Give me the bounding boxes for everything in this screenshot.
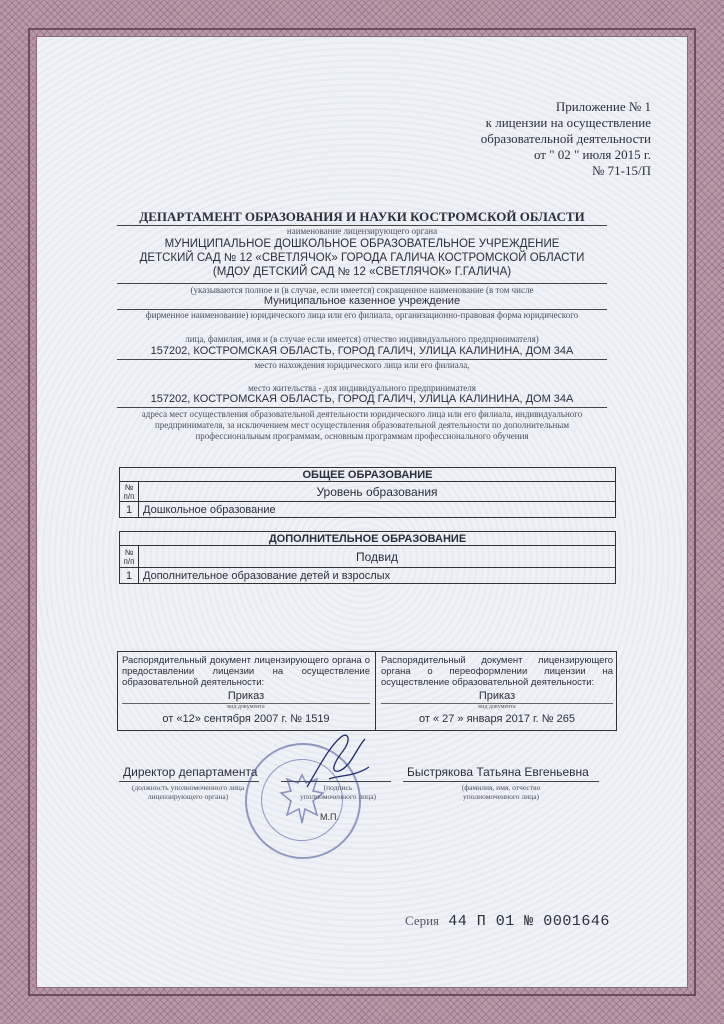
- signer-name: Быстрякова Татьяна Евгеньевна: [407, 765, 589, 779]
- col-num-label-2: п/п: [123, 491, 135, 501]
- additional-education-table: [119, 531, 616, 584]
- col-num-label: №: [124, 547, 134, 557]
- licensee-line-3: (МДОУ ДЕТСКИЙ САД № 12 «СВЕТЛЯЧОК» Г.ГАЛИЧА): [212, 266, 512, 278]
- name-caption: [403, 783, 599, 801]
- sign-caption-1: (подпись: [323, 783, 353, 792]
- appendix-line-3: образовательной деятельности: [480, 131, 651, 146]
- activity-caption: [77, 409, 647, 442]
- table-row: [120, 568, 616, 584]
- underline: [119, 781, 259, 782]
- position-caption-1: (должность уполномоченного лица: [131, 783, 245, 792]
- col-num-label-2: п/п: [123, 556, 135, 566]
- legal-form: Муниципальное казенное учреждение: [263, 295, 461, 307]
- row-name: Дополнительное образование детей и взрослых: [139, 568, 616, 584]
- table-row: [120, 502, 616, 518]
- left-doc-type-caption: вид документа: [227, 704, 265, 710]
- appendix-line-4: от " 02 " июля 2015 г.: [533, 147, 651, 162]
- activity-caption-3: профессиональным программам, основным программам профессионального обучения: [195, 431, 529, 441]
- licensee-address: 157202, КОСТРОМСКАЯ ОБЛАСТЬ, ГОРОД ГАЛИЧ, УЛИЦА КАЛИНИНА, ДОМ 34А: [150, 345, 574, 357]
- licensee-line-2: ДЕТСКИЙ САД № 12 «СВЕТЛЯЧОК» ГОРОДА ГАЛИЧА КОСТРОМСКОЙ ОБЛАСТИ: [139, 252, 585, 264]
- signature-scribble-icon: [299, 727, 379, 797]
- sign-caption-2: уполномоченного лица): [299, 792, 377, 801]
- right-doc-type-caption: вид документа: [478, 704, 516, 710]
- licensee-caption-4: место нахождения юридического лица или его филиала,: [254, 360, 470, 370]
- series-label: Серия: [405, 913, 440, 928]
- licensee-caption-5: место жительства - для индивидуального предпринимателя: [248, 383, 476, 393]
- licensee-caption-1: (указываются полное и (в случае, если имеется) сокращенное наименование (в том числе: [190, 285, 534, 295]
- activity-caption-2: предпринимателя, за исключением мест осуществления образовательной деятельности по дополнительным: [154, 420, 570, 430]
- left-doc-type: Приказ: [227, 690, 265, 702]
- activity-address: 157202, КОСТРОМСКАЯ ОБЛАСТЬ, ГОРОД ГАЛИЧ, УЛИЦА КАЛИНИНА, ДОМ 34А: [150, 393, 574, 405]
- position-caption-2: лицензирующего органа): [147, 792, 229, 801]
- col-num-label: №: [124, 482, 134, 492]
- right-doc-heading: Распорядительный документ лицензирующего органа о переоформлении лицензии на осуществление образовательной деятельности:: [381, 655, 613, 688]
- document-sheet: [36, 36, 688, 988]
- stamp-label: М.П.: [320, 812, 339, 822]
- licensee-name: [77, 237, 647, 279]
- signer-position: Директор департамента: [123, 765, 258, 779]
- row-num: 1: [120, 568, 139, 584]
- licensor-caption: наименование лицензирующего органа: [286, 226, 438, 236]
- general-education-table: [119, 467, 616, 518]
- licensee-line-1: МУНИЦИПАЛЬНОЕ ДОШКОЛЬНОЕ ОБРАЗОВАТЕЛЬНОЕ УЧРЕЖДЕНИЕ: [164, 238, 560, 250]
- appendix-line-5: № 71-15/П: [592, 163, 651, 178]
- left-doc-date: от «12» сентября 2007 г. № 1519: [162, 713, 330, 725]
- divider: [375, 652, 376, 730]
- name-caption-2: уполномоченного лица): [462, 792, 540, 801]
- col-num-header: [120, 482, 139, 502]
- col-level-header: Уровень образования: [139, 482, 616, 502]
- underline: [117, 407, 607, 408]
- position-caption: [113, 783, 263, 801]
- underline: [403, 781, 599, 782]
- licensee-caption-3: лица, фамилия, имя и (в случае если имеется) отчество индивидуального предпринимателя): [185, 334, 539, 344]
- series-value: 44 П 01 № 0001646: [448, 913, 610, 930]
- appendix-line-2: к лицензии на осуществление: [485, 115, 651, 130]
- additional-education-title: ДОПОЛНИТЕЛЬНОЕ ОБРАЗОВАНИЕ: [120, 532, 616, 546]
- appendix-header: [417, 99, 651, 179]
- row-name: Дошкольное образование: [139, 502, 616, 518]
- name-caption-1: (фамилия, имя, отчество: [461, 783, 541, 792]
- licensee-caption-2: фирменное наименование) юридического лица или его филиала, организационно-правовая форма юридического: [145, 310, 579, 320]
- left-doc-heading: Распорядительный документ лицензирующего органа о предоставлении лицензии на осуществление образовательной деятельности:: [122, 655, 370, 688]
- order-documents-block: [117, 651, 617, 731]
- activity-caption-1: адреса мест осуществления образовательной деятельности юридического лица или его филиала, индивидуального: [141, 409, 583, 419]
- appendix-line-1: Приложение № 1: [555, 99, 651, 114]
- col-num-header: [120, 546, 139, 568]
- col-sub-header: Подвид: [139, 546, 616, 568]
- underline: [117, 283, 607, 284]
- right-doc-type: Приказ: [478, 690, 516, 702]
- right-doc-date: от « 27 » января 2017 г. № 265: [418, 713, 575, 725]
- series-number: [405, 913, 655, 930]
- general-education-title: ОБЩЕЕ ОБРАЗОВАНИЕ: [120, 468, 616, 482]
- row-num: 1: [120, 502, 139, 518]
- licensor-name: ДЕПАРТАМЕНТ ОБРАЗОВАНИЯ И НАУКИ КОСТРОМСКОЙ ОБЛАСТИ: [139, 209, 585, 224]
